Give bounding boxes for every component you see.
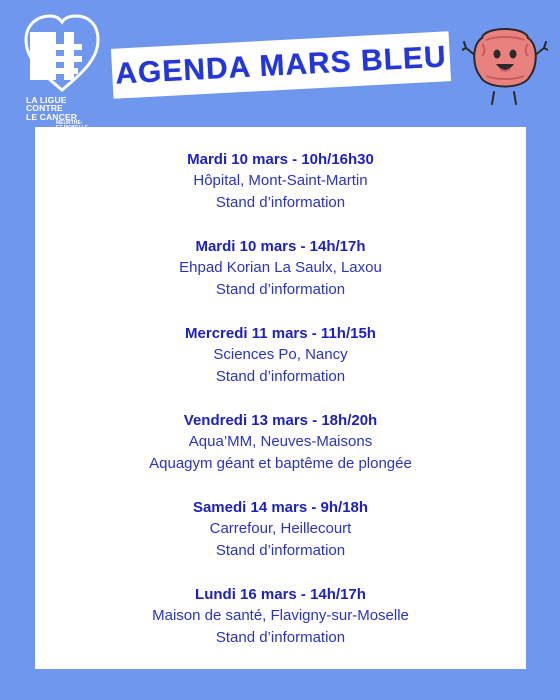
event-item: [35, 149, 526, 214]
event-activity: Stand d’information: [215, 629, 346, 646]
agenda-card: [35, 127, 526, 669]
event-place: Hôpital, Mont-Saint-Martin: [193, 172, 368, 189]
event-date-time: Samedi 14 mars - 9h/18h: [192, 499, 369, 516]
event-item: [35, 584, 526, 649]
logo-department: MEURTHE-: [56, 120, 83, 126]
event-date-time: Vendredi 13 mars - 18h/20h: [183, 412, 378, 429]
event-place: Sciences Po, Nancy: [213, 346, 348, 363]
event-item: [35, 323, 526, 388]
smiling-intestine-icon: [462, 18, 548, 108]
heart-logo-icon: [22, 12, 102, 94]
event-date-time: Mardi 10 mars - 10h/16h30: [187, 151, 374, 168]
event-activity: Stand d’information: [215, 542, 346, 559]
event-place: Ehpad Korian La Saulx, Laxou: [179, 259, 382, 276]
event-list: [35, 149, 526, 671]
event-item: [35, 236, 526, 301]
event-activity: Stand d’information: [215, 281, 346, 298]
event-item: [35, 410, 526, 475]
event-activity: Stand d’information: [215, 368, 346, 385]
event-place: Aqua’MM, Neuves-Maisons: [188, 433, 373, 450]
event-date-time: Mardi 10 mars - 14h/17h: [195, 238, 366, 255]
event-place: Maison de santé, Flavigny-sur-Moselle: [152, 607, 409, 624]
event-activity: Stand d’information: [215, 194, 346, 211]
ligue-logo: [22, 12, 102, 128]
event-place: Carrefour, Heillecourt: [209, 520, 352, 537]
logo-wordmark: LA LIGUE CONTRE LE CANCER: [26, 95, 78, 122]
event-activity: Aquagym géant et baptême de plongée: [149, 455, 412, 472]
event-date-time: Lundi 16 mars - 14h/17h: [195, 586, 366, 603]
event-item: [35, 497, 526, 562]
event-date-time: Mercredi 11 mars - 11h/15h: [185, 325, 376, 342]
page-title: AGENDA MARS BLEU: [114, 40, 448, 91]
